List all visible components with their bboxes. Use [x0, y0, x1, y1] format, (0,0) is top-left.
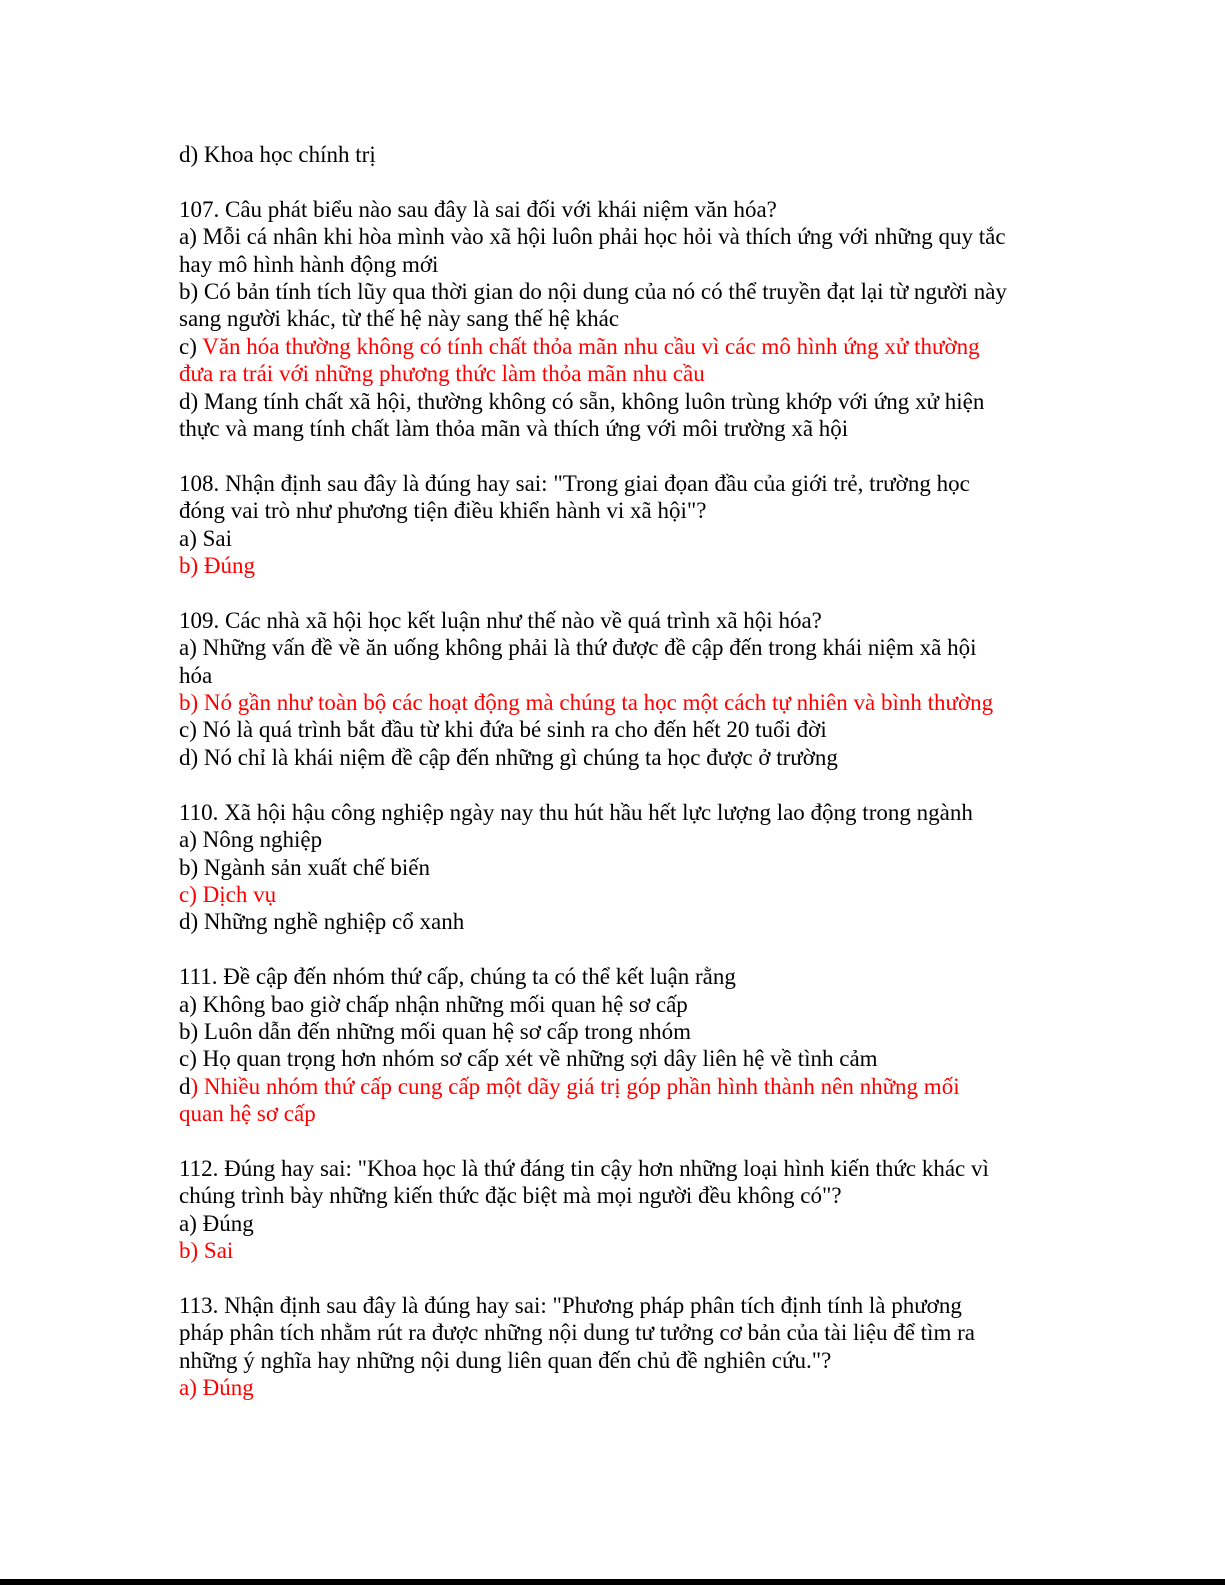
line-text: 110. Xã hội hậu công nghiệp ngày nay thu hút hầu hết lực lượng lao động trong ngành	[179, 799, 973, 825]
text-line	[179, 826, 1049, 853]
text-line	[179, 1018, 1049, 1045]
correct-answer-line	[179, 1237, 1049, 1264]
text-line	[179, 305, 1049, 332]
text-line	[179, 525, 1049, 552]
line-text: b) Ngành sản xuất chế biến	[179, 854, 431, 880]
text-line	[179, 388, 1049, 415]
line-text: pháp phân tích nhằm rút ra được những nội dung tư tưởng cơ bản của tài liệu để tìm ra	[179, 1320, 975, 1346]
line-text: d) Khoa học chính trị	[179, 142, 376, 167]
line-text: c) Họ quan trọng hơn nhóm sơ cấp xét về những sợi dây liên hệ về tình cảm	[179, 1046, 878, 1072]
text-line	[179, 1182, 1049, 1209]
text-line	[179, 470, 1049, 497]
text-line	[179, 1155, 1049, 1182]
line-text: c) Nó là quá trình bắt đầu từ khi đứa bé sinh ra cho đến hết 20 tuổi đời	[179, 717, 827, 743]
answer-text: đưa ra trái với những phương thức làm thỏa mãn nhu cầu	[179, 361, 705, 387]
line-text: 111. Đề cập đến nhóm thứ cấp, chúng ta có thể kết luận rằng	[179, 964, 736, 990]
line-text: b) Luôn dẫn đến những mối quan hệ sơ cấp trong nhóm	[179, 1018, 692, 1044]
text-line	[179, 963, 1049, 990]
answer-text: a) Đúng	[179, 1375, 254, 1401]
text-line	[179, 1292, 1049, 1319]
correct-answer-line	[179, 1073, 1049, 1100]
line-text: những ý nghĩa hay những nội dung liên quan đến chủ đề nghiên cứu."?	[179, 1347, 832, 1373]
text-line	[179, 634, 1049, 661]
text-line	[179, 223, 1049, 250]
text-line	[179, 1319, 1049, 1346]
answer-text: Văn hóa thường không có tính chất thỏa mãn nhu cầu vì các mô hình ứng xử thường	[202, 333, 980, 359]
answer-text: ) Nhiều nhóm thứ cấp cung cấp một dãy giá trị góp phần hình thành nên những mối	[190, 1073, 960, 1099]
text-line	[179, 1210, 1049, 1237]
question-block	[179, 607, 1049, 771]
option-prefix: c)	[179, 333, 203, 359]
text-line	[179, 278, 1049, 305]
line-text: 113. Nhận định sau đây là đúng hay sai: "Phương pháp phân tích định tính là phương	[179, 1292, 962, 1318]
option-prefix: d	[179, 1073, 191, 1099]
question-block	[179, 799, 1049, 936]
text-line	[179, 1045, 1049, 1072]
line-text: 109. Các nhà xã hội học kết luận như thế nào về quá trình xã hội hóa?	[179, 607, 822, 633]
line-text: d) Nó chỉ là khái niệm đề cập đến những gì chúng ta học được ở trường	[179, 744, 838, 770]
line-text: a) Mỗi cá nhân khi hòa mình vào xã hội luôn phải học hỏi và thích ứng với những quy tắc	[179, 224, 1006, 250]
question-block	[179, 963, 1049, 1127]
line-text: đóng vai trò như phương tiện điều khiển hành vi xã hội"?	[179, 498, 707, 524]
text-line	[179, 196, 1049, 223]
paragraph-gap	[179, 771, 1049, 798]
line-text: 107. Câu phát biểu nào sau đây là sai đối với khái niệm văn hóa?	[179, 196, 777, 222]
text-line	[179, 991, 1049, 1018]
line-text: 108. Nhận định sau đây là đúng hay sai: "Trong giai đọan đầu của giới trẻ, trường học	[179, 470, 970, 496]
line-text: sang người khác, từ thế hệ này sang thế hệ khác	[179, 306, 620, 332]
correct-answer-line	[179, 360, 1049, 387]
text-line	[179, 141, 1049, 168]
line-text: thực và mang tính chất làm thỏa mãn và thích ứng với môi trường xã hội	[179, 416, 849, 442]
correct-answer-line	[179, 689, 1049, 716]
line-text: a) Không bao giờ chấp nhận những mối quan hệ sơ cấp	[179, 991, 688, 1017]
text-line	[179, 662, 1049, 689]
paragraph-gap	[179, 168, 1049, 195]
paragraph-gap	[179, 1265, 1049, 1292]
text-line	[179, 799, 1049, 826]
line-text: hóa	[179, 662, 213, 688]
paragraph-gap	[179, 1128, 1049, 1155]
line-text: b) Có bản tính tích lũy qua thời gian do nội dung của nó có thể truyền đạt lại từ người này	[179, 279, 1007, 305]
text-line	[179, 744, 1049, 771]
answer-text: b) Sai	[179, 1238, 234, 1264]
question-list	[179, 141, 1049, 1402]
line-text: d) Mang tính chất xã hội, thường không có sẵn, không luôn trùng khớp với ứng xử hiện	[179, 388, 985, 414]
correct-answer-line	[179, 333, 1049, 360]
text-line	[179, 497, 1049, 524]
paragraph-gap	[179, 579, 1049, 606]
paragraph-gap	[179, 936, 1049, 963]
question-block	[179, 1155, 1049, 1265]
line-text: d) Những nghề nghiệp cổ xanh	[179, 909, 465, 935]
answer-continuation	[179, 141, 1049, 168]
question-block	[179, 196, 1049, 443]
text-line	[179, 251, 1049, 278]
line-text: a) Sai	[179, 525, 233, 551]
line-text: hay mô hình hành động mới	[179, 251, 439, 277]
question-block	[179, 1292, 1049, 1402]
answer-text: b) Đúng	[179, 553, 256, 579]
line-text: chúng trình bày những kiến thức đặc biệt mà mọi người đều không có"?	[179, 1183, 842, 1209]
line-text: a) Đúng	[179, 1210, 254, 1236]
line-text: a) Những vấn đề về ăn uống không phải là thứ được đề cập đến trong khái niệm xã hội	[179, 635, 977, 661]
correct-answer-line	[179, 552, 1049, 579]
page-bottom-border	[0, 1579, 1225, 1585]
line-text: 112. Đúng hay sai: "Khoa học là thứ đáng tin cậy hơn những loại hình kiến thức khác vì	[179, 1155, 989, 1181]
text-line	[179, 716, 1049, 743]
correct-answer-line	[179, 1100, 1049, 1127]
text-line	[179, 415, 1049, 442]
text-line	[179, 908, 1049, 935]
question-block	[179, 470, 1049, 580]
line-text: a) Nông nghiệp	[179, 827, 323, 853]
correct-answer-line	[179, 1374, 1049, 1401]
answer-text: quan hệ sơ cấp	[179, 1101, 316, 1127]
correct-answer-line	[179, 881, 1049, 908]
text-line	[179, 1347, 1049, 1374]
text-line	[179, 607, 1049, 634]
paragraph-gap	[179, 442, 1049, 469]
answer-text: b) Nó gần như toàn bộ các hoạt động mà chúng ta học một cách tự nhiên và bình thường	[179, 690, 994, 716]
answer-text: c) Dịch vụ	[179, 881, 277, 907]
text-line	[179, 854, 1049, 881]
